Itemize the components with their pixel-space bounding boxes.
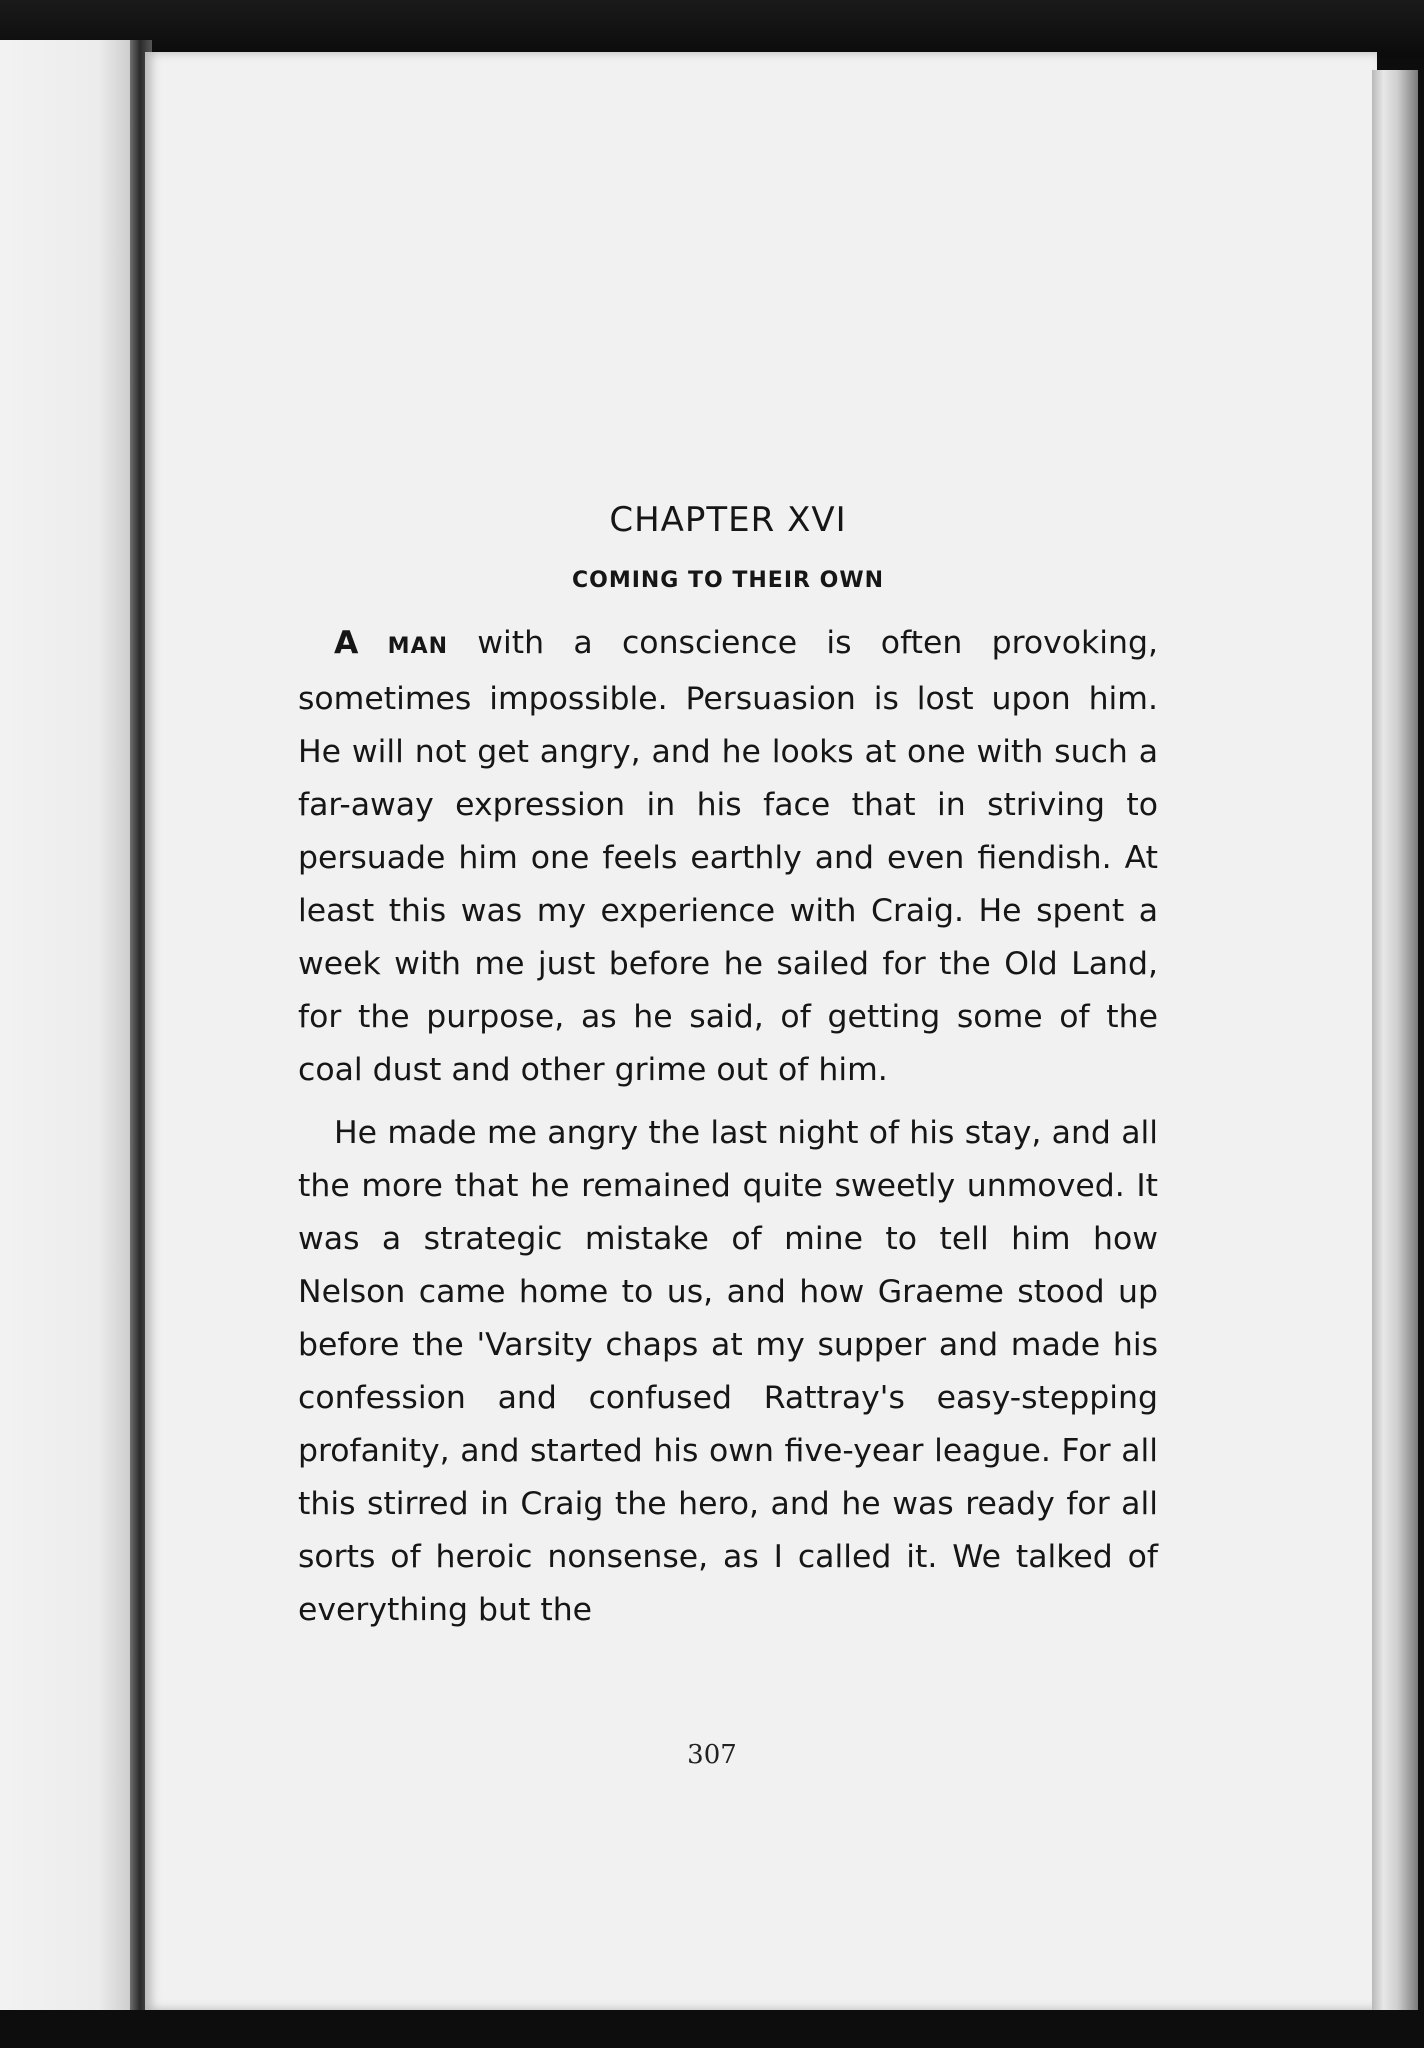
paragraph-2: He made me angry the last night of his stay, and all the more that he remained quite sweetly unmoved. It was a strategic mistake of mine to tell him how Nelson came home to us, and how Graeme stood up before the 'Varsity chaps at my supper and made his confession and confused Rattray's easy-stepping profanity, and started his own five-year league. For all this stirred in Craig the hero, and he was ready for all sorts of heroic nonsense, as I called it. We talked of everything but the [298,1115,1158,1628]
page-fore-edge [1372,70,1418,2030]
paragraph-lead-smallcaps: MAN [387,634,449,659]
paragraph-1 [298,617,1158,1097]
page-number: 307 [687,1740,737,1770]
chapter-subtitle: COMING TO THEIR OWN [571,568,885,593]
chapter-title: CHAPTER XVI [609,500,847,540]
page-text-block [298,500,1158,1647]
scan-top-edge [0,0,1424,58]
scan-bottom-edge [0,2010,1424,2048]
paragraph-1-text: with a conscience is often provoking, sometimes impossible. Persuasion is lost upon him. He will not get angry, and he looks at one with such a far-away expression in his face that in striving to persuade him one feels earthly and even fiendish. At least this was my experience with Craig. He spent a week with me just before he sailed for the Old Land, for the purpose, as he said, of getting some of the coal dust and other grime out of him. [298,625,1158,1088]
paragraph-lead-letter: A [334,625,359,661]
